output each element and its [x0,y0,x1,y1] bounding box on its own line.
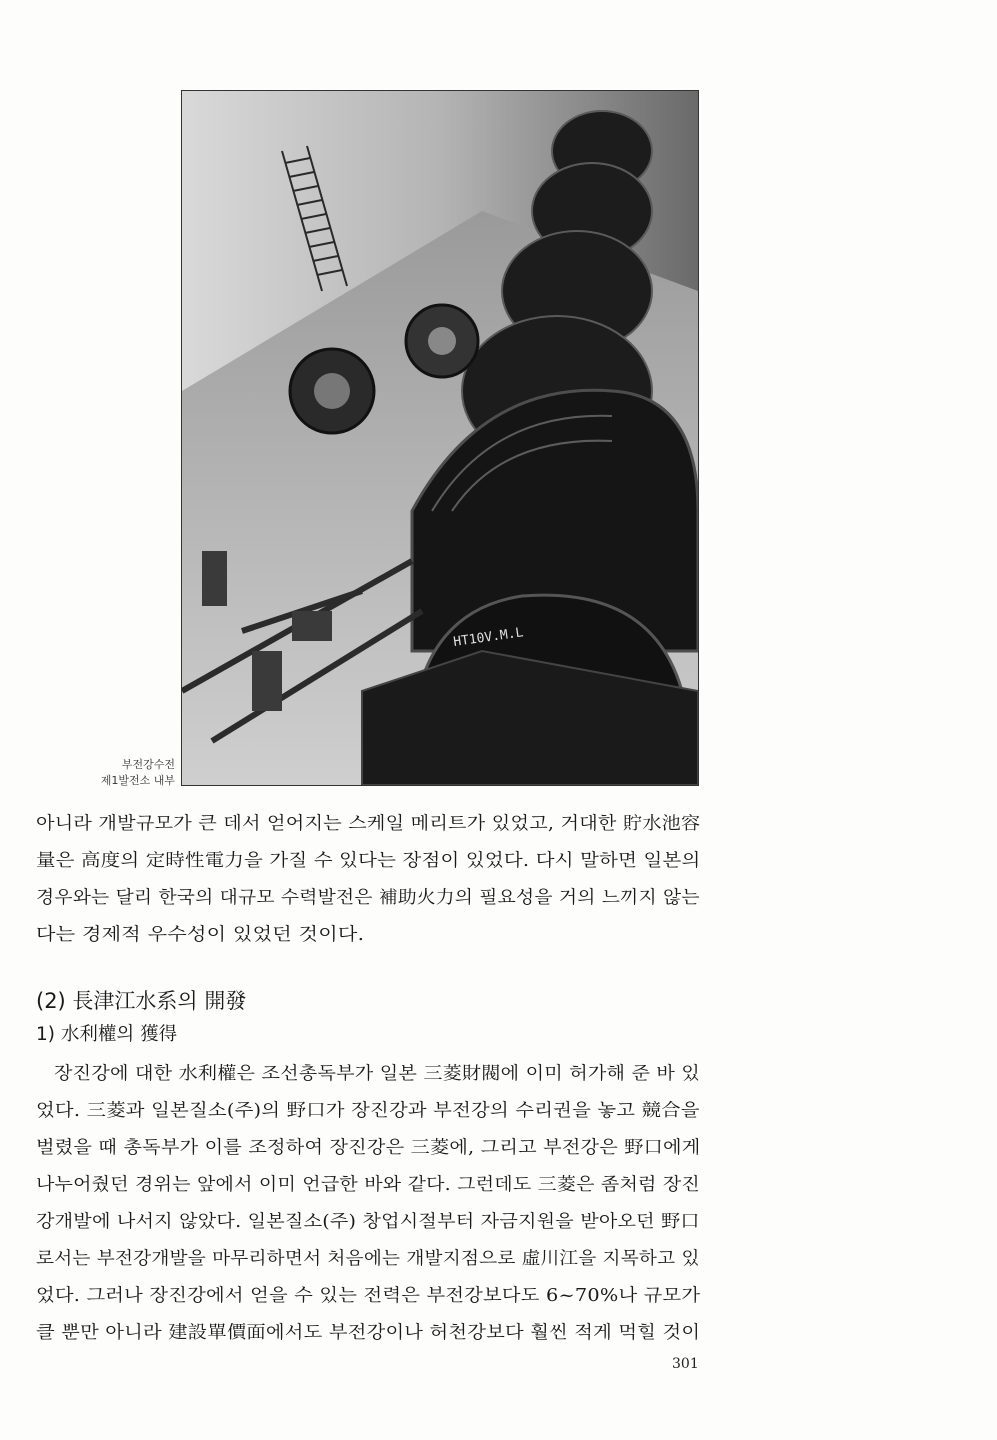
paragraph-2-line-8: 클 뿐만 아니라 建設單價面에서도 부전강이나 허천강보다 훨씬 적게 먹힐 것이 [36,1323,701,1343]
caption-line-2: 제1발전소 내부 [100,774,175,787]
caption-line-1: 부전강수전 [121,758,175,771]
paragraph-2-line-6: 로서는 부전강개발을 마무리하면서 처음에는 개발지점으로 虛川江을 지목하고 있 [36,1249,700,1269]
section-heading: (2) 長津江水系의 開發 [36,989,247,1013]
paragraph-1-line-4: 다는 경제적 우수성이 있었던 것이다. [36,925,365,945]
paragraph-1-line-2: 量은 高度의 定時性電力을 가질 수 있다는 장점이 있었다. 다시 말하면 일본의 [36,851,701,871]
paragraph-1-line-3: 경우와는 달리 한국의 대규모 수력발전은 補助火力의 필요성을 거의 느끼지 않는 [36,888,700,908]
sub-heading: 1) 水利權의 獲得 [36,1024,178,1045]
paragraph-2-line-5: 강개발에 나서지 않았다. 일본질소(주) 창업시절부터 자금지원을 받아오던 野口 [36,1212,700,1232]
generator-hall-illustration [182,91,698,785]
page-number: 301 [672,1356,699,1372]
nameplate-text: HT10V.M.L [452,625,525,650]
paragraph-1-line-1: 아니라 개발규모가 큰 데서 얻어지는 스케일 메리트가 있었고, 거대한 貯水池容 [36,814,701,834]
paragraph-2-line-3: 벌렸을 때 총독부가 이를 조정하여 장진강은 三菱에, 그리고 부전강은 野口에게 [36,1138,701,1158]
paragraph-2-line-2: 었다. 三菱과 일본질소(주)의 野口가 장진강과 부전강의 수리권을 놓고 競合을 [36,1101,700,1121]
paragraph-2-line-4: 나누어줬던 경위는 앞에서 이미 언급한 바와 같다. 그런데도 三菱은 좀처럼 장진 [36,1175,700,1195]
paragraph-2-line-7: 었다. 그러나 장진강에서 얻을 수 있는 전력은 부전강보다도 6~70%나 규모가 [36,1286,701,1306]
paragraph-2-line-1: 장진강에 대한 水利權은 조선총독부가 일본 三菱財閥에 이미 허가해 준 바 있 [54,1064,701,1084]
figure-caption [101,757,175,789]
powerplant-photo [181,90,699,786]
